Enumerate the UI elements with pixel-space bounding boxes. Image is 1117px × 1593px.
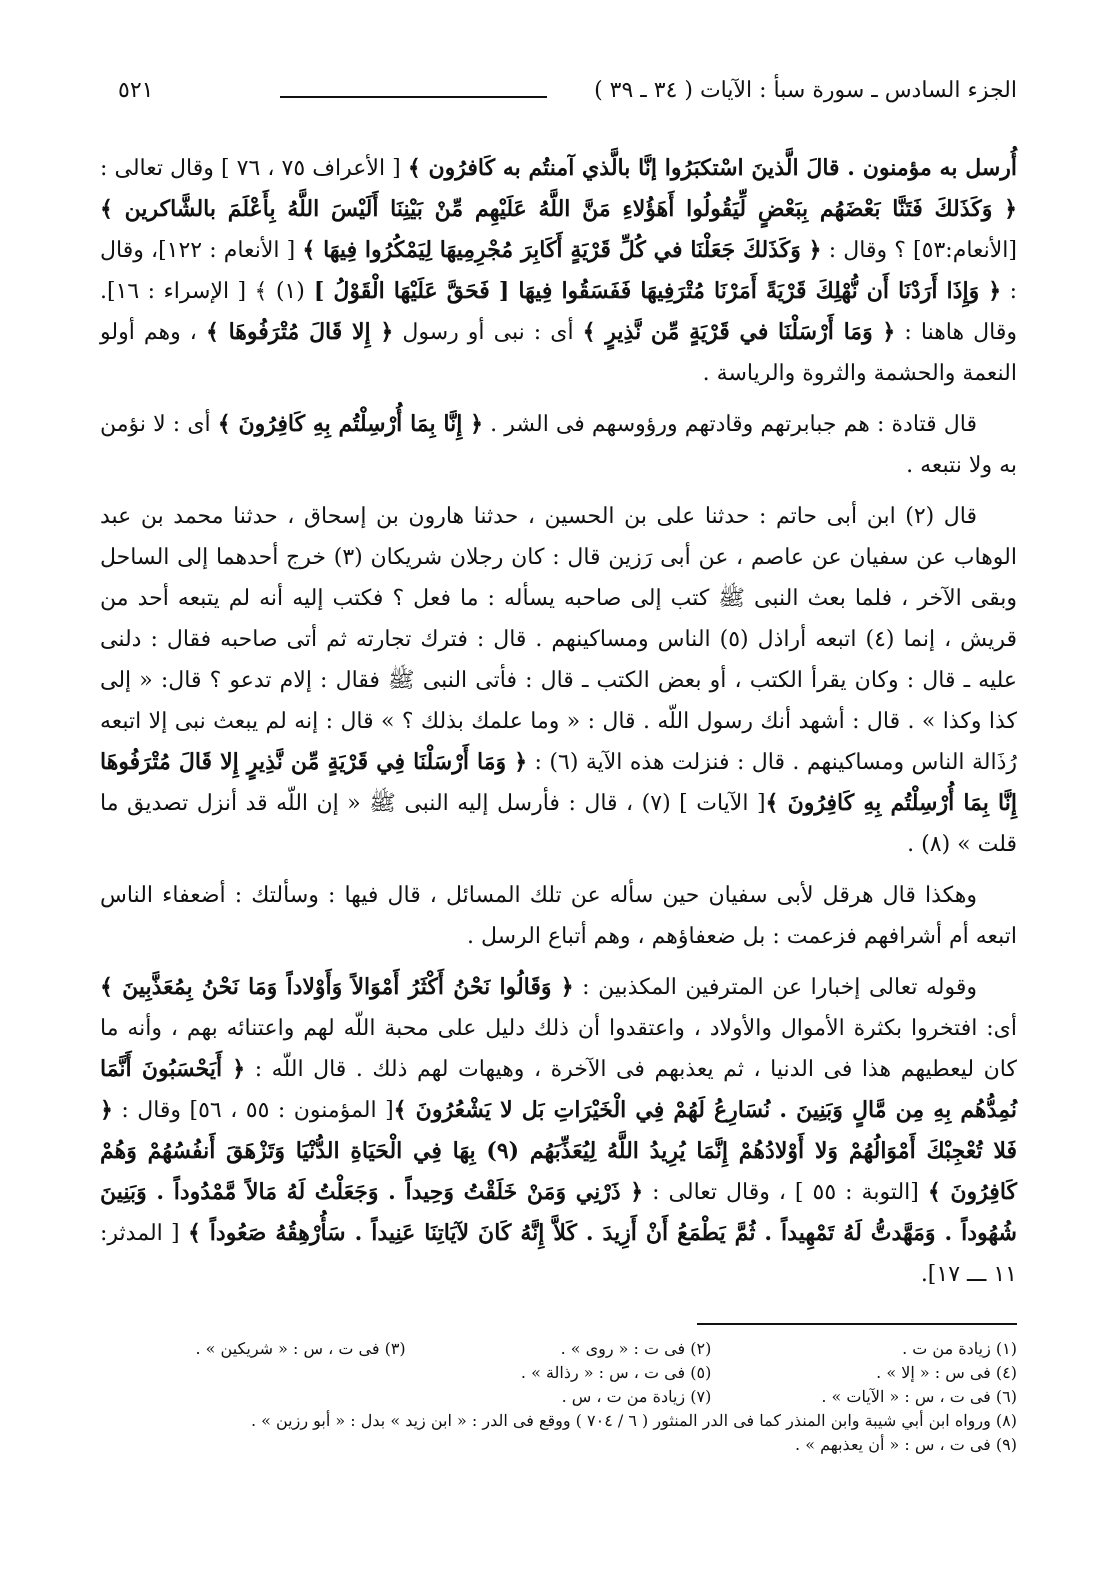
text-run: [ الآيات ] (٧) ، قال : فأرسل إليه النبى ﷺ « إن اللّه قد أنزل تصديق ما قلت » (٨) . xyxy=(100,791,1017,857)
paragraph xyxy=(100,967,1017,1295)
quran-quote: ﴿ وَقَالُوا نَحْنُ أَكْثَرُ أَمْوَالاً وَأَوْلاداً وَمَا نَحْنُ بِمُعَذَّبِينَ ﴾ xyxy=(100,974,574,1000)
text-run: (١) ﴾ [ الإسراء : ١٦]. وقال هاهنا : xyxy=(100,279,1018,345)
body-text xyxy=(100,148,1017,1295)
footnote: (٦) فى ت ، س : « الآيات » . xyxy=(821,1387,1017,1406)
quran-quote: ﴿ فَلا تُعْجِبْكَ أَمْوَالُهُمْ وَلا أَوْلادُهُمْ إِنَّمَا يُرِيدُ اللَّهُ لِيُعَذِّبَهُم (٩) بِهَا فِي الْحَيَاةِ الدُّنْيَا وَتَزْهَقَ أَنفُسُهُمْ وَهُمْ كَافِرُونَ ﴾ xyxy=(100,1097,1017,1205)
text-run: [الأنعام:٥٣] ؟ وقال : xyxy=(821,238,1017,263)
footnote: (٨) ورواه ابن أبي شيبة وابن المنذر كما فى الدر المنثور ( ٦ / ٧٠٤ ) ووقع فى الدر : « ابن زيد » بدل : « أبو رزين » . xyxy=(250,1411,1017,1430)
quran-quote: ﴿ وَمَا أَرْسَلْنَا فِي قَرْيَةٍ مِّن نَّذِيرٍ إِلا قَالَ مُتْرَفُوهَا إِنَّا بِمَا أُرْسِلْتُم بِهِ كَافِرُونَ ﴾ xyxy=(100,749,1017,816)
footnote: (٥) فى ت ، س : « رذالة » . xyxy=(520,1363,712,1382)
footnote: (٩) فى ت ، س : « أن يعذبهم » . xyxy=(795,1435,1017,1454)
footnote: (٣) فى ت ، س : « شريكين » . xyxy=(195,1339,406,1358)
text-run: أى: افتخروا بكثرة الأموال والأولاد ، واعتقدوا أن ذلك دليل على محبة اللّه لهم واعتنائه بهم ، وأنه ما كان ليعطيهم هذا فى الدنيا ، ثم يعذبهم فى الآخرة ، وهيهات لهم ذلك . قال اللّه : xyxy=(100,1016,1017,1082)
quran-quote: ﴿ أَيَحْسَبُونَ أَنَّمَا نُمِدُّهُم بِهِ مِن مَّالٍ وَبَنِينَ . نُسَارِعُ لَهُمْ فِي الْخَيْرَاتِ بَل لا يَشْعُرُونَ ﴾ xyxy=(100,1056,1017,1123)
footnote: (٧) زيادة من ت ، س . xyxy=(561,1387,712,1406)
text-run: [ المدثر: ١١ ـــ ١٧]. xyxy=(100,1221,1017,1287)
footnote: (١) زيادة من ت . xyxy=(902,1339,1017,1358)
quran-quote: أُرسل به مؤمنون . قالَ الَّذينَ اسْتكبَرُوا إنَّا بالَّذي آمنتُم به كَافرُون ﴾ xyxy=(407,155,1018,181)
footnote: (٤) فى س : « إلا » . xyxy=(876,1363,1017,1382)
text-run: وهكذا قال هرقل لأبى سفيان حين سأله عن تلك المسائل ، قال فيها : وسألتك : أضعفاء الناس اتبعه أم أشرافهم فزعمت : بل ضعفاؤهم ، وهم أتباع الرسل . xyxy=(100,883,1017,949)
header-title: الجزء السادس ـ سورة سبأ : الآيات ( ٣٤ ـ ٣٩ ) xyxy=(594,78,1017,103)
text-run: ، وهم أولو النعمة والحشمة والثروة والرياسة . xyxy=(100,320,1017,386)
footnote-row xyxy=(100,1361,1017,1385)
footnote-rule xyxy=(697,1323,1017,1325)
quran-quote: ﴿ وَكَذَلكَ جَعَلْنَا في كُلِّ قَرْيَةٍ أَكَابِرَ مُجْرِمِيهَا لِيَمْكُرُوا فِيهَا ﴾ xyxy=(302,237,822,263)
paragraph xyxy=(100,404,1017,486)
text-run: [التوبة : ٥٥ ] ، وقال تعالى : xyxy=(643,1180,928,1205)
text-run: أى : نبى أو رسول xyxy=(393,320,583,345)
text-run: قال (٢) ابن أبى حاتم : حدثنا على بن الحسين ، حدثنا هارون بن إسحاق ، حدثنا محمد بن عبد الوهاب عن سفيان عن عاصم ، عن أبى رَزين قال : كان رجلان شريكان (٣) خرج أحدهما إلى الساحل وبقى الآخر ، فلما بعث النبى ﷺ كتب إلى صاحبه يسأله : ما فعل ؟ فكتب إليه أنه لم يتبعه أحد من قريش ، إنما (٤) اتبعه أراذل (٥) الناس ومساكينهم . قال : فترك تجارته ثم أتى صاحبه فقال : دلنى عليه ـ قال : وكان يقرأ الكتب ، أو بعض الكتب ـ قال : فأتى النبى ﷺ فقال : إلام تدعو ؟ قال: « إلى كذا وكذا » . قال : أشهد أنك رسول اللّه . قال : « وما علمك بذلك ؟ » قال : إنه لم يبعث نبى إلا اتبعه رُذَالة الناس ومساكينهم . قال : فنزلت هذه الآية (٦) : xyxy=(100,504,1018,775)
quran-quote: ﴿ وَكَذَلكَ فَتَنَّا بَعْضَهُم بِبَعْضٍ لِّيَقُولُوا أَهَؤُلاءِ مَنَّ اللَّهُ عَلَيْهِم مِّنْ بَيْنِنَا أَلَيْسَ اللَّهُ بِأَعْلَمَ بالشَّاكرين ﴾ xyxy=(100,196,1017,222)
quran-quote: ﴿ ذَرْنِي وَمَنْ خَلَقْتُ وَحِيداً . وَجَعَلْتُ لَهُ مَالاً مَّمْدُوداً . وَبَنِينَ شُهُوداً . وَمَهَّدتُّ لَهُ تَمْهِيداً . ثُمَّ يَطْمَعُ أَنْ أَزِيدَ . كَلاَّ إِنَّهُ كَانَ لآيَاتِنَا عَنِيداً . سَأُرْهِقُهُ صَعُوداً ﴾ xyxy=(100,1179,1017,1246)
footnote-row xyxy=(100,1385,1017,1409)
running-header xyxy=(100,72,1017,112)
paragraph xyxy=(100,875,1017,957)
paragraph xyxy=(100,148,1017,394)
footnote-row xyxy=(100,1337,1017,1361)
text-run: قال قتادة : هم جبابرتهم وقادتهم ورؤوسهم فى الشر . xyxy=(483,412,978,437)
text-run: أى : لا نؤمن به ولا نتبعه . xyxy=(100,412,1017,478)
page-number: ٥٢١ xyxy=(118,78,154,103)
paragraph xyxy=(100,496,1017,865)
header-rule xyxy=(280,96,547,98)
quran-quote: ﴿ إِلا قَالَ مُتْرَفُوهَا ﴾ xyxy=(205,319,394,345)
quran-quote: ﴿ إِنَّا بِمَا أُرْسِلْتُم بِهِ كَافِرُونَ ﴾ xyxy=(217,411,484,437)
footnotes xyxy=(100,1337,1017,1457)
quran-quote: ﴿ وَإِذَا أَرَدْنَا أَن نُّهْلِكَ قَرْيَةً أَمَرْنَا مُتْرَفِيهَا فَفَسَقُوا فِيهَا [ فَحَقَّ عَلَيْهَا الْقَوْلُ ] xyxy=(304,278,1002,304)
text-run: وقوله تعالى إخبارا عن المترفين المكذبين : xyxy=(573,975,977,1000)
quran-quote: ﴿ وَمَا أَرْسَلْنَا في قَرْيَةٍ مِّن نَّذِيرٍ ﴾ xyxy=(582,319,896,345)
text-run: [ المؤمنون : ٥٥ ، ٥٦] وقال : xyxy=(112,1098,394,1123)
footnote: (٢) فى ت : « روى » . xyxy=(560,1339,712,1358)
text-run: [ الأعراف ٧٥ ، ٧٦ ] وقال تعالى : xyxy=(100,156,408,181)
text-run: [ الأنعام : ١٢٢]، وقال : xyxy=(100,238,1017,304)
